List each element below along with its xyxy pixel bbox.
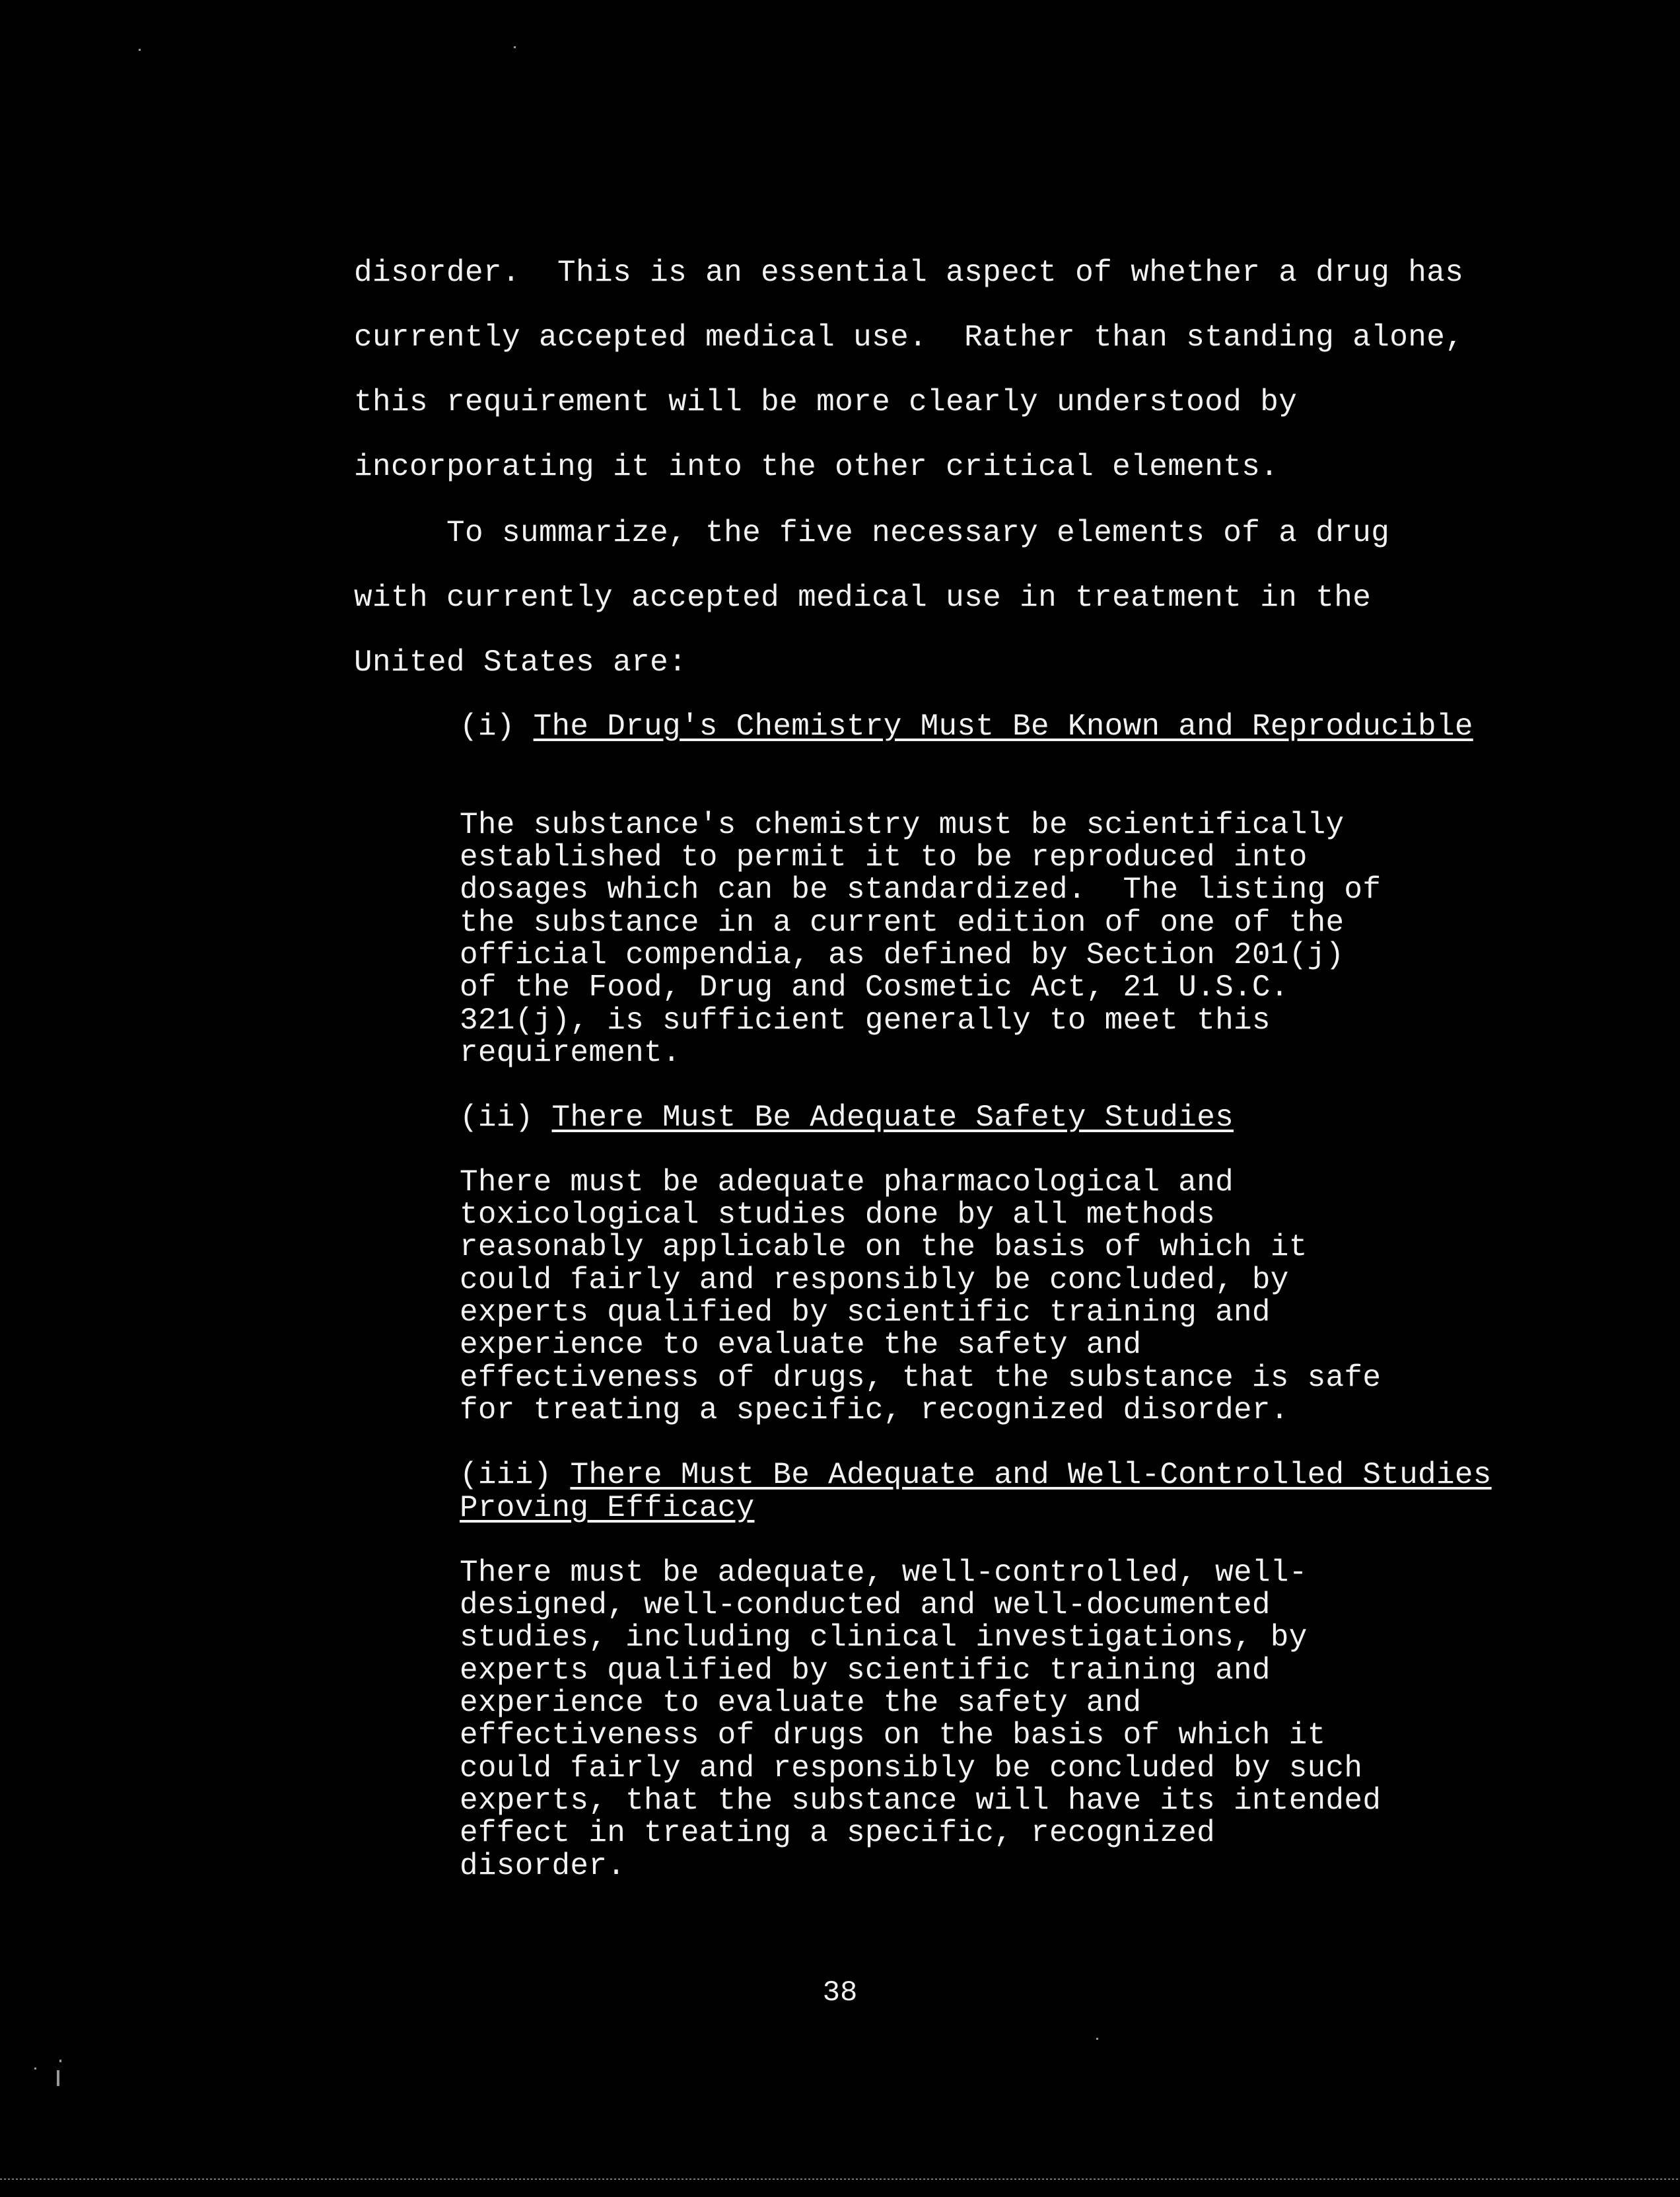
section-body-line: experts qualified by scientific training and bbox=[460, 1295, 1271, 1330]
page-number: 38 bbox=[822, 1976, 858, 2009]
summary-line: To summarize, the five necessary elements of a drug bbox=[354, 516, 1390, 550]
section-body-line: the substance in a current edition of one of the bbox=[460, 906, 1345, 940]
section-heading-iii bbox=[460, 1459, 1516, 1525]
section-body-line: toxicological studies done by all methods bbox=[460, 1198, 1216, 1232]
section-title: The Drug's Chemistry Must Be Known and Reproducible bbox=[533, 709, 1473, 744]
section-body-line: experts qualified by scientific training and bbox=[460, 1653, 1271, 1688]
section-body-line: of the Food, Drug and Cosmetic Act, 21 U.S.C. bbox=[460, 970, 1289, 1005]
scan-edge-line bbox=[0, 2179, 1680, 2180]
section-body-line: experience to evaluate the safety and bbox=[460, 1328, 1142, 1362]
section-body-line: could fairly and responsibly be concluded, by bbox=[460, 1263, 1289, 1297]
section-body-line: effectiveness of drugs, that the substance is safe bbox=[460, 1361, 1382, 1395]
section-title: There Must Be Adequate and Well-Controlled Studies Proving Efficacy bbox=[460, 1458, 1492, 1525]
section-title: There Must Be Adequate Safety Studies bbox=[551, 1100, 1234, 1135]
section-body-line: effectiveness of drugs on the basis of which it bbox=[460, 1718, 1326, 1752]
section-body-line: established to permit it to be reproduced into bbox=[460, 840, 1308, 875]
section-body-line: official compendia, as defined by Section 201(j) bbox=[460, 938, 1345, 972]
section-body-line: The substance's chemistry must be scientifically bbox=[460, 808, 1345, 842]
section-body-line: reasonably applicable on the basis of which it bbox=[460, 1230, 1308, 1264]
section-body-line: experts, that the substance will have its intended bbox=[460, 1783, 1382, 1818]
section-heading-ii bbox=[460, 1101, 1516, 1134]
intro-line: incorporating it into the other critical elements. bbox=[354, 450, 1279, 484]
summary-line: United States are: bbox=[354, 645, 687, 680]
section-body-line: There must be adequate pharmacological and bbox=[460, 1165, 1234, 1200]
intro-line: currently accepted medical use. Rather than standing alone, bbox=[354, 320, 1464, 355]
section-body-line: disorder. bbox=[460, 1849, 626, 1883]
section-body-line: requirement. bbox=[460, 1036, 681, 1070]
section-number: (ii) bbox=[460, 1100, 534, 1135]
section-body-line: experience to evaluate the safety and bbox=[460, 1686, 1142, 1720]
summary-line: with currently accepted medical use in treatment in the bbox=[354, 581, 1372, 615]
intro-line: this requirement will be more clearly understood by bbox=[354, 385, 1298, 419]
section-body-line: dosages which can be standardized. The listing of bbox=[460, 873, 1382, 907]
section-body-line: There must be adequate, well-controlled, well- bbox=[460, 1556, 1308, 1590]
section-body-line: 321(j), is sufficient generally to meet this bbox=[460, 1003, 1271, 1038]
intro-line: disorder. This is an essential aspect of whether a drug has bbox=[354, 256, 1464, 290]
section-number: (iii) bbox=[460, 1458, 552, 1492]
scan-speck bbox=[1096, 2038, 1098, 2040]
section-body-line: for treating a specific, recognized disorder. bbox=[460, 1393, 1289, 1427]
section-body-line: designed, well-conducted and well-documented bbox=[460, 1588, 1271, 1622]
scan-speck bbox=[59, 2060, 61, 2062]
section-body-line: effect in treating a specific, recognized bbox=[460, 1816, 1216, 1850]
section-body-line: could fairly and responsibly be concluded by such bbox=[460, 1751, 1363, 1785]
section-body-line: studies, including clinical investigations, by bbox=[460, 1620, 1308, 1655]
scan-speck bbox=[57, 2070, 59, 2086]
scan-speck bbox=[139, 49, 141, 51]
section-number: (i) bbox=[460, 709, 515, 744]
scan-speck bbox=[34, 2068, 36, 2070]
scan-speck bbox=[514, 46, 516, 48]
section-heading-i bbox=[460, 710, 1516, 743]
